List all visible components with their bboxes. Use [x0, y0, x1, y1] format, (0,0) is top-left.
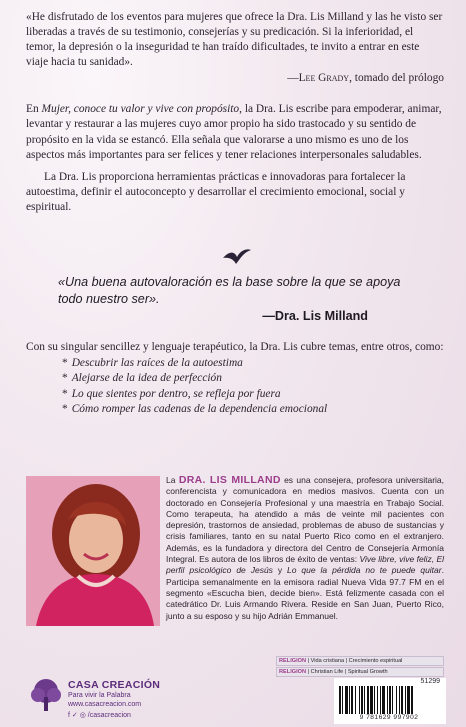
- barcode-bar: [342, 686, 343, 714]
- publisher-social: [68, 711, 131, 719]
- barcode-bar: [339, 686, 341, 714]
- bio-and: y: [272, 565, 288, 576]
- endorsement-author: —Lee Grady: [287, 72, 350, 84]
- list-item: * Descubrir las raíces de la autoestima: [62, 356, 243, 369]
- barcode-bar: [377, 686, 378, 714]
- category-value: | Vida cristiana | Crecimiento espiritual: [306, 658, 403, 664]
- barcode-bar: [349, 686, 350, 714]
- bio-text-2: . Participa semanalmente en la emisora radial Nueva Vida 97.7 FM en el segmento «Escucha bien, decide bien». Está felizmente casada con el catedrático Dr. Luis Armando Rivera. Reside en San Juan, Puerto Rico, junto a su esposo y su hijo Adrián Emmanuel.: [166, 565, 444, 621]
- barcode-bar: [367, 686, 369, 714]
- barcode-bar: [359, 686, 360, 714]
- pull-quote-text: «Una buena autovaloración es la base sobre la que se apoya todo nuestro ser».: [58, 275, 401, 306]
- pull-quote: [58, 274, 418, 325]
- price-code: 51299: [420, 678, 440, 685]
- barcode-bar: [355, 686, 356, 714]
- bio-lead: La: [166, 475, 179, 485]
- description-lead: En: [26, 103, 42, 115]
- star-bullet-icon: *: [62, 356, 68, 369]
- category-english: [276, 667, 444, 677]
- author-bio: [166, 475, 444, 622]
- star-bullet-icon: *: [62, 372, 68, 385]
- barcode-bar: [392, 686, 393, 714]
- book-description: [26, 102, 444, 222]
- bio-books: Vive libre, vive feliz, El perfil psicológico de Jesús: [166, 554, 444, 576]
- star-bullet-icon: *: [62, 403, 68, 416]
- barcode-bar: [387, 686, 388, 714]
- topics-intro: Con su singular sencillez y lenguaje terapéutico, la Dra. Lis cubre temas, entre otros, como:: [26, 341, 444, 353]
- bio-text-1: es una consejera, profesora universitaria, conferencista y comunicadora en medios masivos. Cuenta con un doctorado en Consejería Profesional y una maestría en Trabajo Social. Como terapeuta, ha atendido a más de veinte mil pacientes con depresión, trastornos de ansiedad, problemas de abuso de sustancias y crisis familiares, tanto en su natal Puerto Rico como en el extranjero. Además, es la fundadora y directora del Centro de Consejería Armonía Integral. Es autora de los libros de éxito de ventas:: [166, 475, 445, 565]
- barcode-bar: [351, 686, 353, 714]
- category-value: | Christian Life | Spiritual Growth: [306, 669, 388, 675]
- barcode-bar: [399, 686, 400, 714]
- list-item: * Alejarse de la idea de perfección: [62, 372, 222, 385]
- bird-icon: [222, 246, 252, 268]
- publisher-logo: [28, 677, 198, 723]
- list-item: * Cómo romper las cadenas de la dependencia emocional: [62, 403, 328, 416]
- endorsement-text: «He disfrutado de los eventos para mujeres que ofrece la Dra. Lis Milland y las he visto ser liberadas a través de su testimonio, consejerías y su predicación. Si la inferioridad, el temor, la depresión o la inseguridad te han traído dificultades, te invito a entrar en este viaje hacia tu sanidad».: [26, 11, 443, 68]
- barcode-bar: [411, 686, 413, 714]
- endorsement-origin: , tomado del prólogo: [349, 72, 444, 84]
- publisher-name: CASA CREACIÓN: [68, 679, 161, 691]
- description-paragraph-2: La Dra. Lis proporciona herramientas prácticas e innovadoras para fortalecer la autoestima, definir el autoconcepto y desarrollar el crecimiento emocional, social y espiritual.: [26, 170, 406, 214]
- barcode-bar: [401, 686, 403, 714]
- barcode-bar: [361, 686, 363, 714]
- author-name: DRA. LIS MILLAND: [178, 474, 281, 486]
- barcode-bar: [370, 686, 373, 714]
- pull-quote-author: —Dra. Lis Milland: [262, 309, 368, 323]
- publisher-tagline: Para vivir la Palabra: [68, 692, 131, 699]
- barcode-bar: [380, 686, 381, 714]
- category-key: RELIGION: [279, 658, 307, 664]
- category-spanish: [276, 656, 444, 666]
- author-portrait-icon: [26, 476, 160, 626]
- endorsement-quote: [26, 10, 444, 86]
- bio-book-3: Lo que la pérdida no te puede quitar: [287, 565, 442, 576]
- description-body: , la Dra. Lis escribe para empoderar, animar, levantar y restaurar a las mujeres cuyo amor propio ha sido trastocado y su sentido de propósito en la vida se estancó. Ella señala que valorarse a uno mismo es uno de los aspectos más importantes para ser felices y tener relaciones interpersonales saludables.: [26, 103, 442, 162]
- book-title: Mujer, conoce tu valor y vive con propósito: [41, 103, 240, 115]
- barcode-bar: [364, 686, 365, 714]
- publisher-website[interactable]: www.casacreacion.com: [68, 701, 142, 708]
- social-handle[interactable]: /casacreacion: [87, 712, 131, 719]
- topics-list: [26, 356, 444, 418]
- list-item: * Lo que sientes por dentro, se refleja por fuera: [62, 387, 281, 400]
- category-key: RELIGION: [279, 669, 307, 675]
- endorsement-source: [26, 71, 444, 86]
- barcode-bar: [374, 686, 375, 714]
- tree-icon: [28, 677, 64, 713]
- author-photo: [26, 476, 160, 626]
- barcode-bar: [405, 686, 406, 714]
- barcode-bar: [396, 686, 397, 714]
- barcode-icon: [338, 686, 442, 714]
- barcode-bar: [407, 686, 410, 714]
- barcode-bar: [345, 686, 348, 714]
- topics-section: [26, 340, 444, 418]
- star-bullet-icon: *: [62, 387, 68, 400]
- isbn-barcode: [334, 678, 446, 724]
- barcode-bar: [389, 686, 391, 714]
- description-paragraph-1: [26, 102, 444, 164]
- social-icons: f ✓ ◎: [68, 712, 88, 719]
- barcode-digits: 9 781629 997902: [359, 714, 419, 721]
- barcode-bar: [382, 686, 385, 714]
- category-labels: [276, 656, 444, 678]
